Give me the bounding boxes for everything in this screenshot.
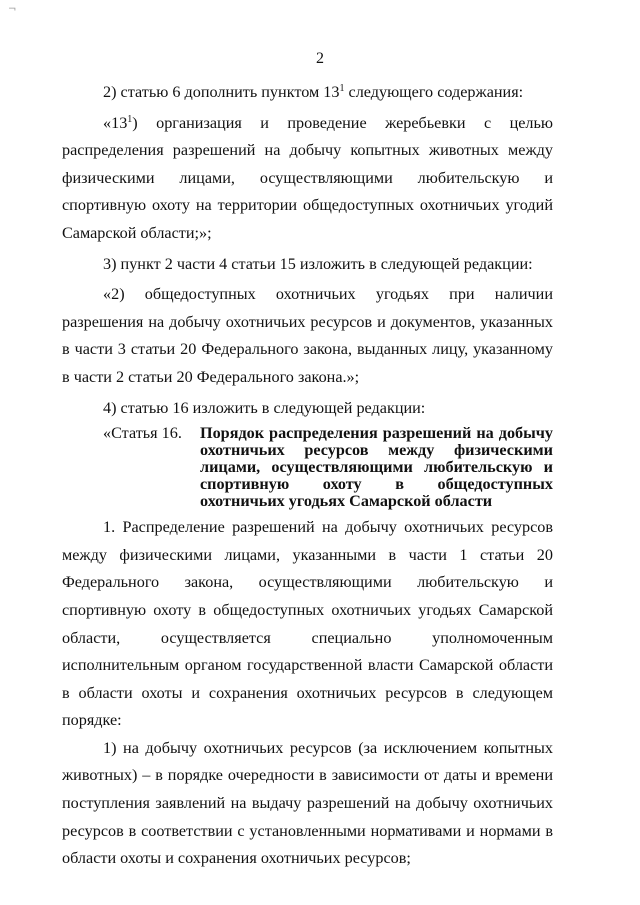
paragraph-text: следующего содержания: bbox=[344, 83, 524, 101]
document-body bbox=[62, 79, 553, 873]
paragraph-text: «13 bbox=[103, 113, 128, 132]
corner-mark: ¬ bbox=[8, 4, 17, 15]
article-heading bbox=[62, 425, 553, 510]
paragraph-item-1: 1) на добычу охотничьих ресурсов (за исключением копытных животных) – в порядке очередности в зависимости от даты и времени поступления заявлений на выдачу разрешений на добычу охотничьих ресурсов в соответствии с установленными нормативами и нормами в области охоты и сохранения охотничьих ресурсов; bbox=[62, 738, 553, 868]
paragraph-amend-article-15: 3) пункт 2 части 4 статьи 15 изложить в следующей редакции: bbox=[103, 254, 533, 273]
superscript: 1 bbox=[339, 83, 345, 94]
paragraph-point-13-1 bbox=[62, 110, 553, 248]
article-label: «Статья 16. bbox=[103, 424, 182, 443]
paragraph-text: 2) статью 6 дополнить пунктом 13 bbox=[103, 83, 340, 101]
paragraph-amend-article-6 bbox=[62, 79, 553, 107]
paragraph-amend-article-16: 4) статью 16 изложить в следующей редакции: bbox=[103, 398, 426, 417]
superscript: 1 bbox=[127, 113, 133, 125]
paragraph-text: ) организация и проведение жеребьевки с целью распределения разрешений на добычу копытных животных между физическими лицами, осуществляющими любительскую и спортивную охоту на территории общедоступных охотничьих угодий Самарской области;»; bbox=[62, 113, 553, 242]
paragraph-point-2: «2) общедоступных охотничьих угодьях при наличии разрешения на добычу охотничьих ресурсов и документов, указанных в части 3 статьи 20 Федерального закона, выданных лицу, указанному в части 2 статьи 20 Федерального закона.»; bbox=[62, 285, 553, 386]
page-number: 2 bbox=[316, 50, 324, 67]
paragraph-article-16-part-1: 1. Распределение разрешений на добычу охотничьих ресурсов между физическими лицами, указанными в части 1 статьи 20 Федерального закона, осуществляющими любительскую и спортивную охоту в общедоступных охотничьих угодьях Самарской области, осуществляется специально уполномоченным исполнительным органом государственной власти Самарской области в области охоты и сохранения охотничьих ресурсов в следующем порядке: bbox=[62, 518, 553, 730]
article-title: Порядок распределения разрешений на добычу охотничьих ресурсов между физическими лицами, осуществляющими любительскую и спортивную охоту в общедоступных охотничьих угодьях Самарской области bbox=[200, 424, 553, 511]
